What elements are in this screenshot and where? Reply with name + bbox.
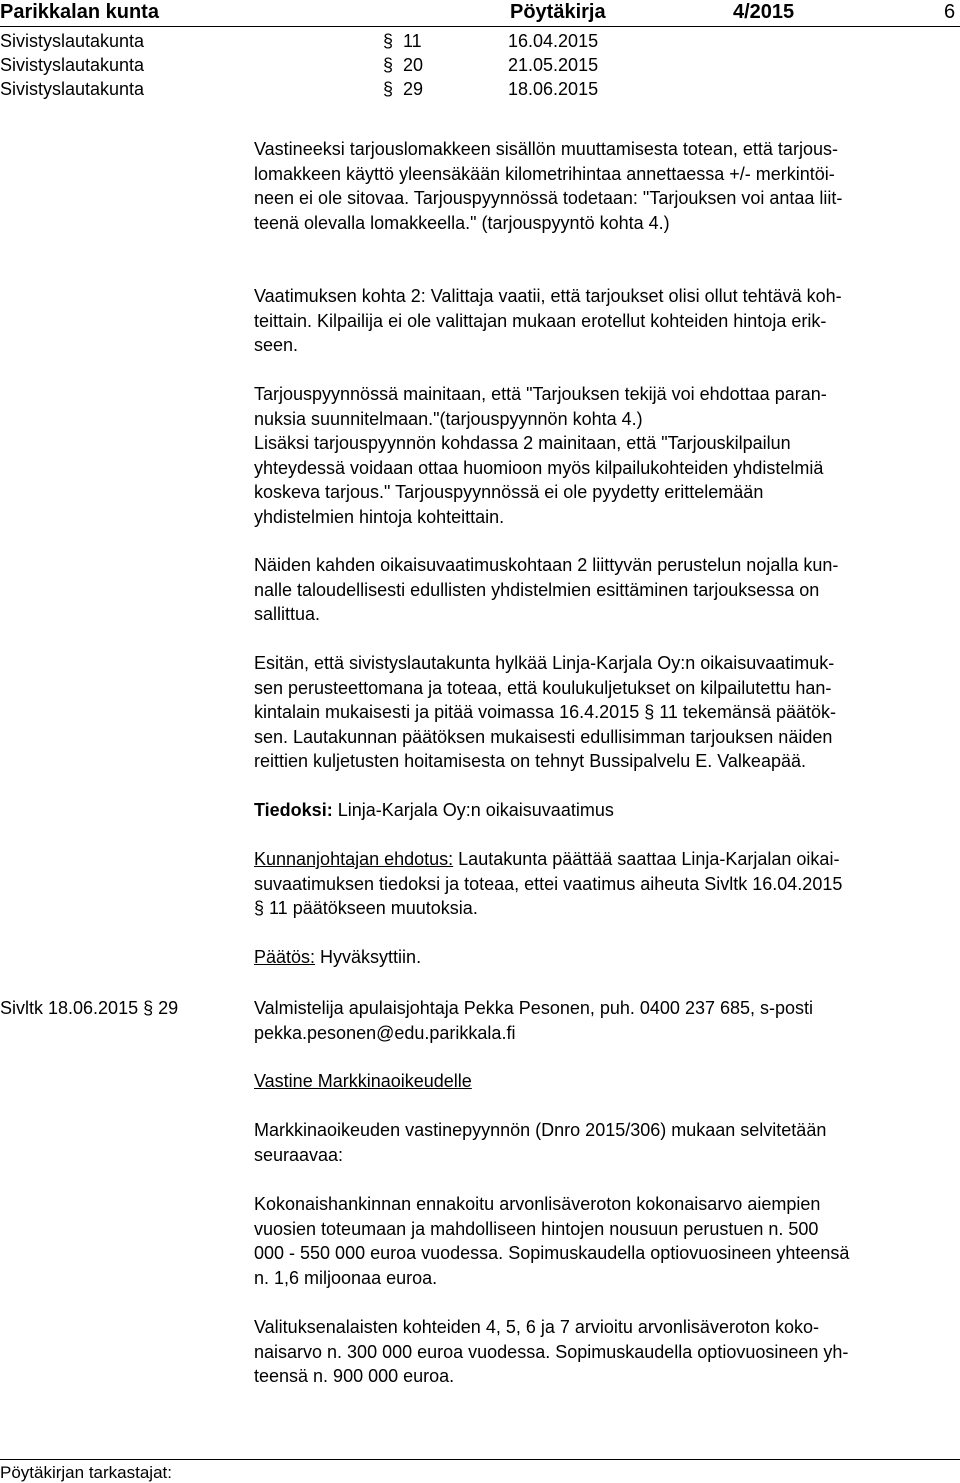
page-number: 6	[944, 1, 956, 23]
reference-line	[0, 29, 700, 53]
section-sign: §	[383, 31, 394, 51]
side-reference: Sivltk 18.06.2015 § 29	[0, 998, 179, 1018]
reference-number: 29	[403, 79, 424, 99]
reference-line	[0, 53, 700, 77]
paragraph-claim-2: Vaatimuksen kohta 2: Valittaja vaatii, että tarjoukset olisi ollut tehtävä koh- teittain. Kilpailija ei ole valittajan mukaan erotellut kohteiden hintoja erik- seen.	[254, 286, 842, 355]
document-number: 4/2015	[733, 1, 795, 23]
reference-body: Sivistyslautakunta	[0, 79, 145, 99]
paragraph-tender-request: Tarjouspyynnössä mainitaan, että "Tarjouksen tekijä voi ehdottaa paran- nuksia suunnitelmaan."(tarjouspyynnön kohta 4.) Lisäksi tarjouspyynnön kohdassa 2 mainitaan, että "Tarjouskilpailun yhteydessä voidaan ottaa huomioon myös kilpailukohteiden yhdistelmiä koskeva tarjous." Tarjouspyynnössä ei ole pyydetty erittelemään yhdistelmien hintoja kohteittain.	[254, 384, 827, 527]
section-heading-response: Vastine Markkinaoikeudelle	[254, 1071, 472, 1091]
paragraph-notice	[254, 798, 956, 823]
paragraph-route-value: Valituksenalaisten kohteiden 4, 5, 6 ja 7 arvioitu arvonlisäveroton koko- naisarvo n. 300 000 euroa vuodessa. Sopimuskaudella optiovuosineen yh- teensä n. 900 000 euroa.	[254, 1317, 849, 1386]
proposal-label: Kunnanjohtajan ehdotus:	[254, 849, 454, 869]
paragraph-response-form: Vastineeksi tarjouslomakkeen sisällön muuttamisesta totean, että tarjous- lomakkeen käyttö yleensäkään kilometrihintaa annettaessa +/- merkintöi- neen ei ole sitovaa. Tarjouspyynnössä todetaan: "Tarjouksen voi antaa liit- teenä olevalla lomakkeella." (tarjouspyyntö kohta 4.)	[254, 139, 843, 233]
footer-reviewers-label: Pöytäkirjan tarkastajat:	[0, 1463, 172, 1482]
proposal-text: Lautakunta päättää saattaa Linja-Karjalan oikai- suvaatimuksen tiedoksi ja toteaa, ettei vaatimus aiheuta Sivltk 16.04.2015 § 11 päätökseen muutoksia.	[254, 849, 843, 918]
paragraph-conclusion: Näiden kahden oikaisuvaatimuskohtaan 2 liittyvän perustelun nojalla kun- nalle taloudellisesti edullisten yhdistelmien esittäminen tarjouksessa on sallittua.	[254, 555, 839, 624]
notice-text: Linja-Karjala Oy:n oikaisuvaatimus	[332, 800, 614, 820]
section-sign: §	[383, 55, 394, 75]
reference-number: 11	[403, 31, 422, 51]
footer-divider	[0, 1459, 960, 1460]
paragraph-preparer: Valmistelija apulaisjohtaja Pekka Pesonen, puh. 0400 237 685, s-posti pekka.pesonen@edu.parikkala.fi	[254, 998, 814, 1043]
paragraph-total-value: Kokonaishankinnan ennakoitu arvonlisäveroton kokonaisarvo aiempien vuosien toteumaan ja mahdolliseen hintojen nousuun perustuen n. 500 000 - 550 000 euroa vuodessa. Sopimuskaudella optiovuosineen yhteensä n. 1,6 miljoonaa euroa.	[254, 1194, 850, 1288]
reference-date: 16.04.2015	[508, 31, 599, 51]
reference-body: Sivistyslautakunta	[0, 31, 145, 51]
reference-line	[0, 77, 700, 101]
reference-date: 21.05.2015	[508, 55, 599, 75]
decision-text: Hyväksyttiin.	[315, 947, 422, 967]
municipality-name: Parikkalan kunta	[0, 1, 159, 23]
reference-body: Sivistyslautakunta	[0, 55, 145, 75]
document-type: Pöytäkirja	[510, 1, 606, 23]
paragraph-proposal-rejection: Esitän, että sivistyslautakunta hylkää Linja-Karjala Oy:n oikaisuvaatimuk- sen perusteettomana ja toteaa, että koulukuljetukset on kilpailutettu han- kintalain mukaisesti ja pitää voimassa 16.4.2015 § 11 tekemänsä päätök- sen. Lautakunnan päätöksen mukaisesti edullisimman tarjouksen näiden reittien kuljetusten hoitamisesta on tehnyt Bussipalvelu E. Valkeapää.	[254, 653, 837, 771]
reference-date: 18.06.2015	[508, 79, 599, 99]
decision-label: Päätös:	[254, 947, 316, 967]
notice-label: Tiedoksi:	[254, 800, 333, 820]
paragraph-mayor-proposal	[254, 847, 956, 921]
paragraph-decision	[254, 945, 956, 970]
section-sign: §	[383, 79, 394, 99]
paragraph-request: Markkinaoikeuden vastinepyynnön (Dnro 2015/306) mukaan selvitetään seuraavaa:	[254, 1120, 827, 1165]
reference-number: 20	[403, 55, 424, 75]
header-divider	[0, 26, 960, 27]
